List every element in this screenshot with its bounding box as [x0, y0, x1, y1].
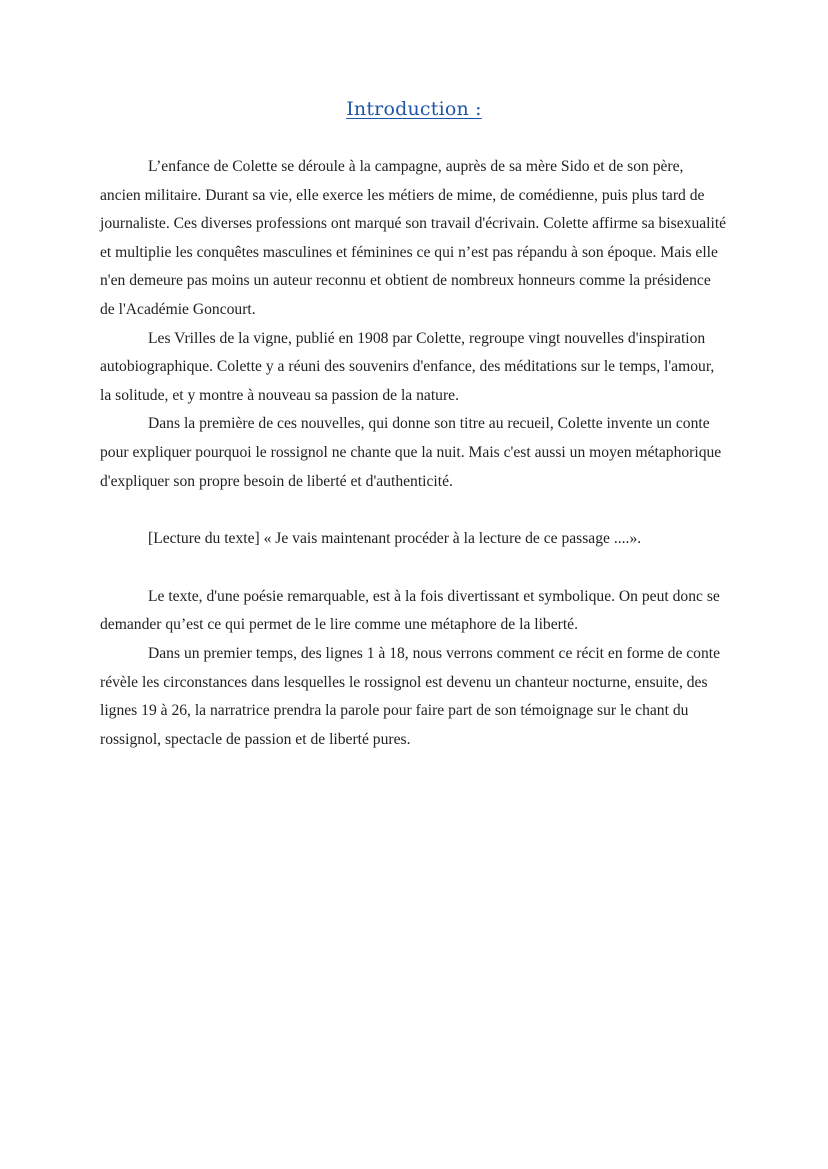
paragraph-outline: Dans un premier temps, des lignes 1 à 18, nous verrons comment ce récit en forme de conte révèle les circonstances dans lesquelles le rossignol est devenu un chanteur nocturne, ensuite, des lignes 19 à 26, la narratrice prendra la parole pour faire part de son témoignage sur le chant du rossignol, spectacle de passion et de liberté pures. [100, 644, 721, 748]
paragraph-reading: [Lecture du texte] « Je vais maintenant procéder à la lecture de ce passage ....». [148, 530, 642, 548]
paragraph-spacer [100, 496, 728, 525]
paragraph-spacer [100, 554, 728, 583]
paragraph-story: Dans la première de ces nouvelles, qui donne son titre au recueil, Colette invente un conte pour expliquer pourquoi le rossignol ne chante que la nuit. Mais c'est aussi un moyen métaphorique d'expliquer son propre besoin de liberté et d'authenticité. [100, 415, 722, 490]
document-body [100, 153, 728, 754]
paragraph-problematic: Le texte, d'une poésie remarquable, est à la fois divertissant et symbolique. On peut donc se demander qu’est ce qui permet de le lire comme une métaphore de la liberté. [100, 587, 720, 634]
page-title: Introduction : [346, 98, 482, 120]
paragraph-biography: L’enfance de Colette se déroule à la campagne, auprès de sa mère Sido et de son père, ancien militaire. Durant sa vie, elle exerce les métiers de mime, de comédienne, puis plus tard de journaliste. Ces diverses professions ont marqué son travail d'écrivain. Colette affirme sa bisexualité et multiplie les conquêtes masculines et féminines ce qui n’est pas répandu à son époque. Mais elle n'en demeure pas moins un auteur reconnu et obtient de nombreux honneurs comme la présidence de l'Académie Goncourt. [100, 158, 727, 318]
paragraph-collection: Les Vrilles de la vigne, publié en 1908 par Colette, regroupe vingt nouvelles d'inspiration autobiographique. Colette y a réuni des souvenirs d'enfance, des méditations sur le temps, l'amour, la solitude, et y montre à nouveau sa passion de la nature. [100, 329, 715, 404]
